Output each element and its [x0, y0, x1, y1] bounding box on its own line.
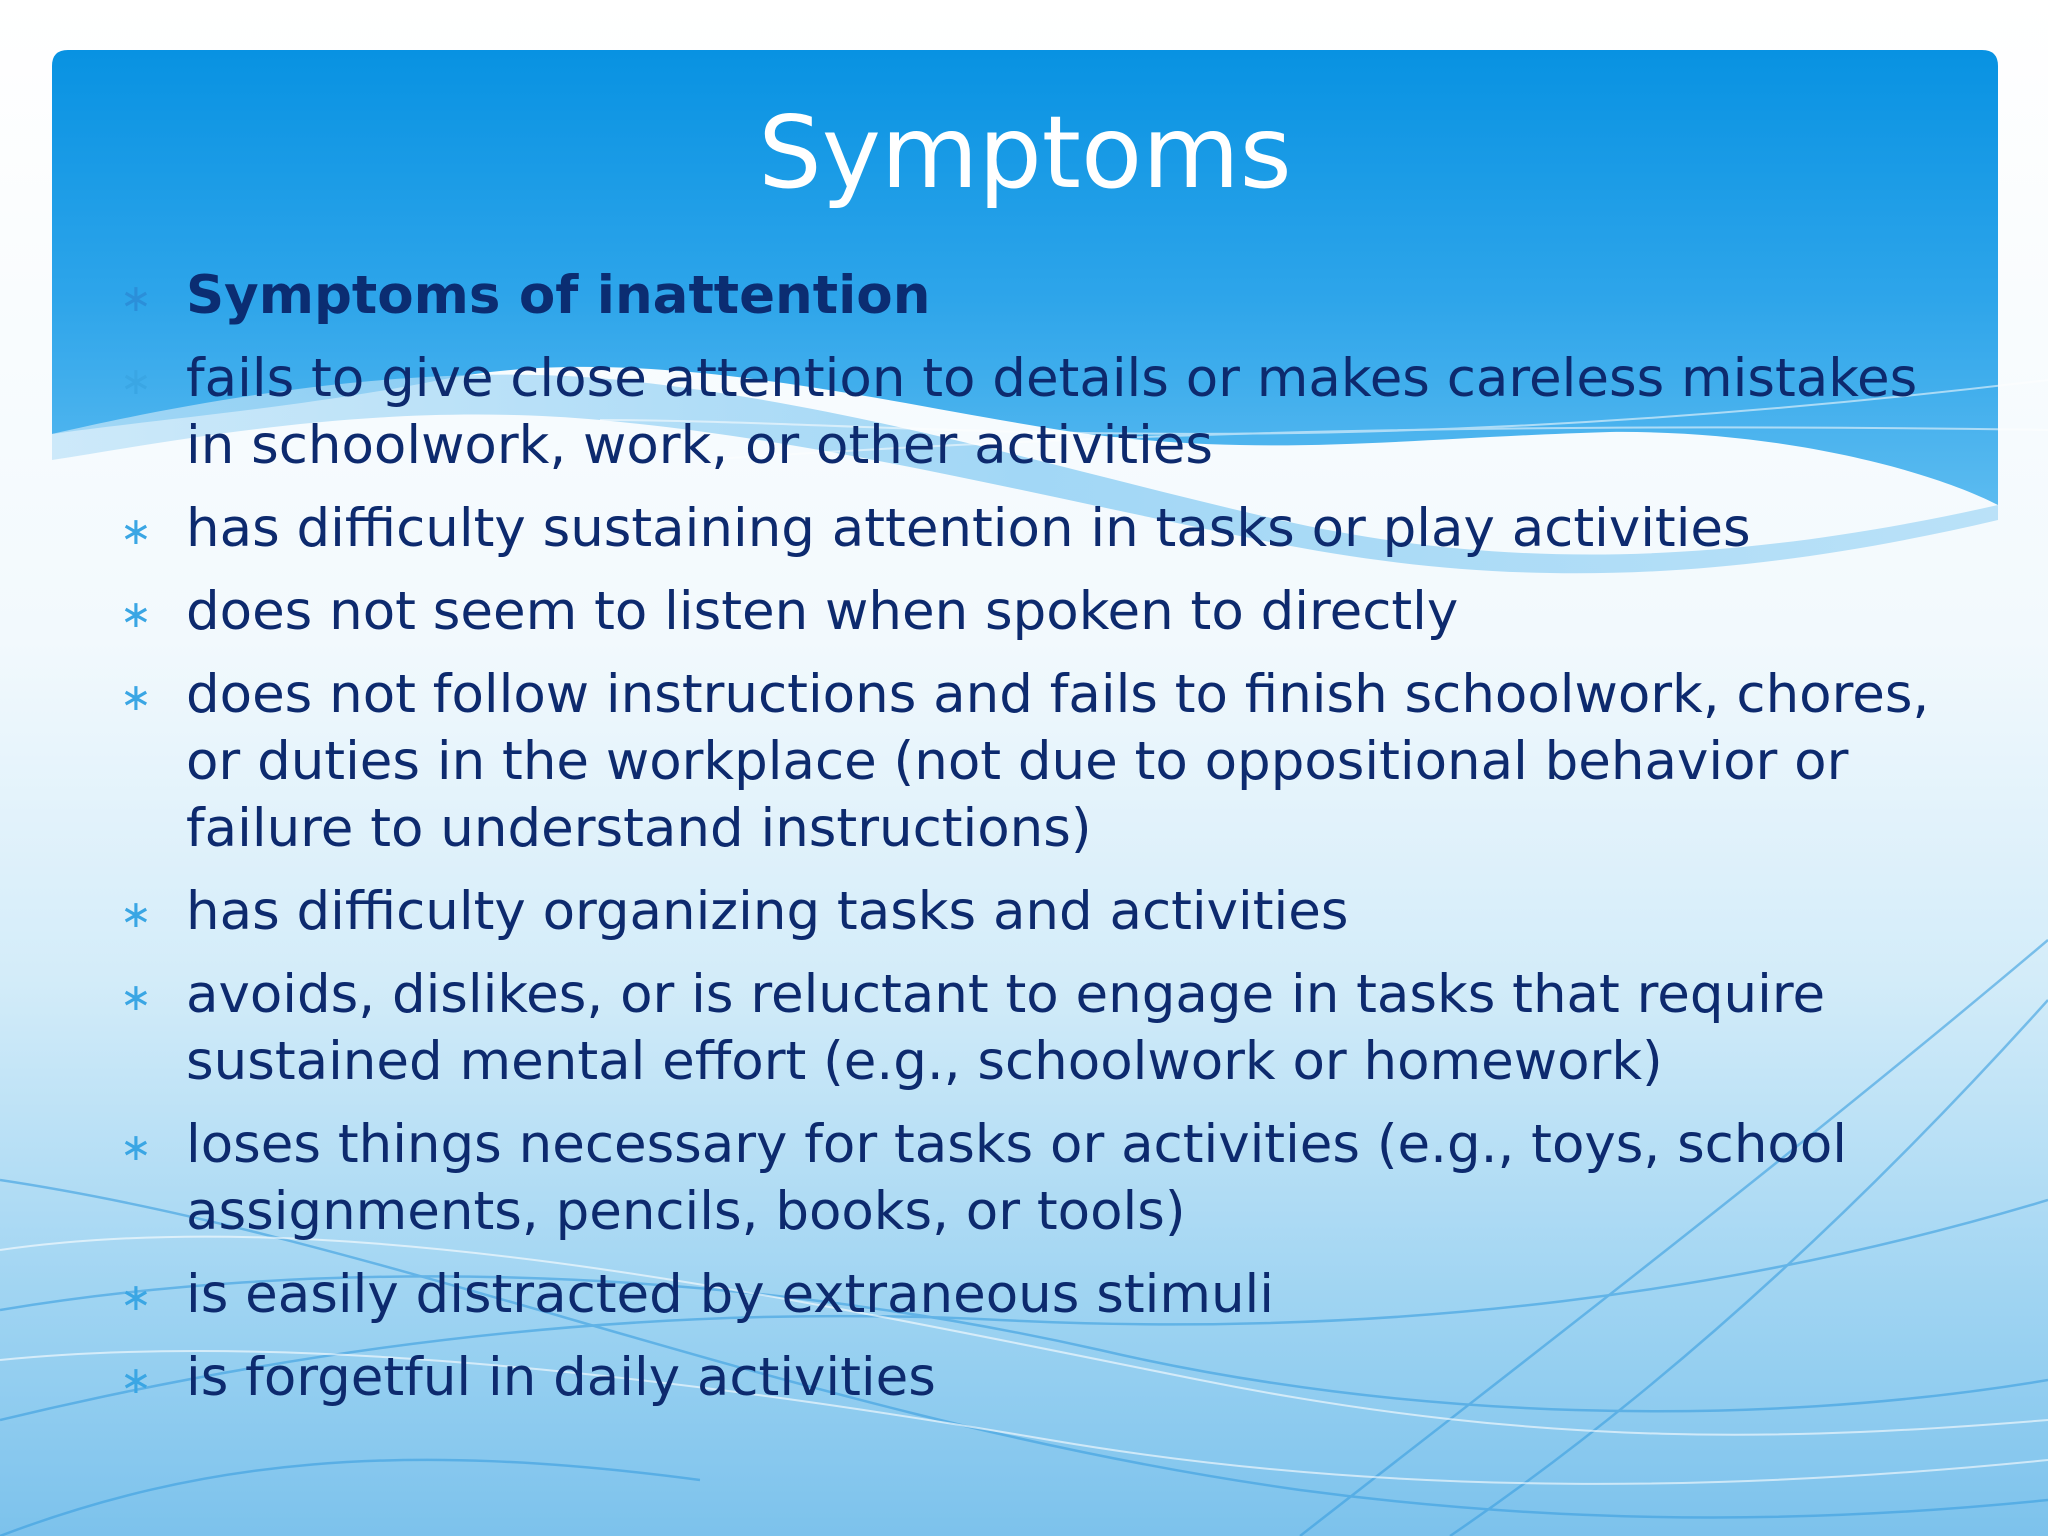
list-item-text: avoids, dislikes, or is reluctant to engage in tasks that require sustained mental effort (e.g., schoolwork or homework) [186, 964, 1826, 1092]
bullet-list [120, 262, 1940, 1427]
list-item [120, 1344, 1940, 1411]
bullet-icon: ∗ [120, 509, 152, 553]
list-item-text: has difficulty sustaining attention in tasks or play activities [186, 498, 1751, 559]
list-item-text: is easily distracted by extraneous stimuli [186, 1264, 1275, 1325]
slide-title: Symptoms [758, 94, 1292, 211]
list-item [120, 1111, 1940, 1245]
bullet-icon: ∗ [120, 675, 152, 719]
list-item [120, 661, 1940, 862]
bullet-icon: ∗ [120, 359, 152, 403]
bullet-icon: ∗ [120, 892, 152, 936]
list-item [120, 878, 1940, 945]
list-item-text: has difficulty organizing tasks and activities [186, 881, 1349, 942]
bullet-icon: ∗ [120, 975, 152, 1019]
list-item-text: loses things necessary for tasks or activities (e.g., toys, school assignments, pencils, books, or tools) [186, 1114, 1847, 1242]
list-item [120, 495, 1940, 562]
list-heading [120, 262, 1940, 329]
list-item-text: fails to give close attention to details or makes careless mistakes in schoolwork, work, or other activities [186, 348, 1918, 476]
list-item-text: does not seem to listen when spoken to directly [186, 581, 1459, 642]
list-item [120, 961, 1940, 1095]
bullet-icon: ∗ [120, 592, 152, 636]
bullet-icon: ∗ [120, 1125, 152, 1169]
bullet-icon: ∗ [120, 1358, 152, 1402]
bullet-icon: ∗ [120, 1275, 152, 1319]
list-item [120, 578, 1940, 645]
list-item-text: is forgetful in daily activities [186, 1347, 936, 1408]
list-item [120, 1261, 1940, 1328]
list-heading-text: Symptoms of inattention [186, 265, 931, 326]
list-item [120, 345, 1940, 479]
bullet-icon: ∗ [120, 276, 152, 320]
list-item-text: does not follow instructions and fails to finish schoolwork, chores, or duties in the workplace (not due to oppositional behavior or failure to understand instructions) [186, 664, 1930, 859]
